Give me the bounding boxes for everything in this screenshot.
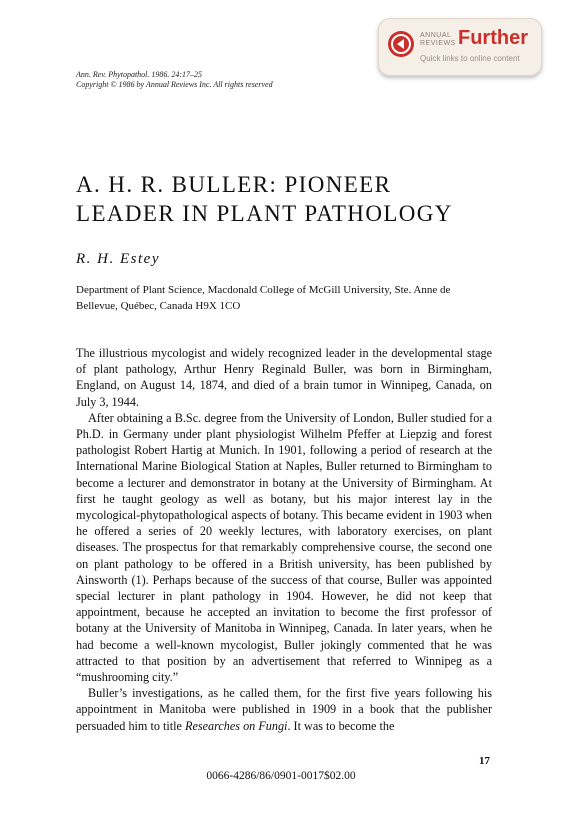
article-title-line-1: A. H. R. BULLER: PIONEER: [76, 172, 392, 197]
journal-copyright: Copyright © 1986 by Annual Reviews Inc. All rights reserved: [76, 80, 273, 89]
badge-brand-text: [420, 32, 456, 48]
badge-subtitle: Quick links to online content: [420, 54, 520, 63]
journal-header: [76, 70, 273, 90]
body-paragraph-1: The illustrious mycologist and widely recognized leader in the developmental stage of plant pathology, Arthur Henry Reginald Buller, was born in Birmingham, England, on August 14, 1874, and died of a brain tumor in Winnipeg, Canada, on July 3, 1944.: [76, 346, 492, 409]
article-body: [76, 345, 492, 734]
body-paragraph-3-start: Buller’s investigations, as he called them, for the first five years following his appointment in Manitoba were published in 1909 in a book that the publisher persuaded him to title: [76, 686, 492, 733]
book-title-researches-on-fungi: Researches on Fungi: [185, 718, 288, 733]
play-icon: [388, 31, 414, 57]
annual-reviews-further-badge[interactable]: [378, 18, 542, 76]
body-paragraph-3: [76, 685, 492, 734]
body-paragraph-3-end: . It was to become the: [287, 718, 395, 733]
article-title-line-2: LEADER IN PLANT PATHOLOGY: [76, 201, 453, 226]
badge-further-label: Further: [458, 27, 528, 49]
article-author: R. H. Estey: [76, 251, 160, 267]
badge-reviews-label: REVIEWS: [420, 40, 456, 47]
body-paragraph-2: After obtaining a B.Sc. degree from the University of London, Buller studied for a Ph.D. in Germany under plant physiologist Wilhelm Pfeffer at Liepzig and forest pathologist Robert Hartig at Munich. In 1901, following a period of research at the International Marine Biological Station at Naples, Buller returned to Birmingham to become a lecturer and demonstrator in botany at the University of Birmingham. At first he taught geology as well as botany, but his major interest lay in the mycological-phytopathological aspects of botany. This became evident in 1903 when he offered a series of 20 weekly lectures, with laboratory exercises, on plant diseases. The prospectus for that remarkably comprehensive course, the second one on plant pathology to be offered in a British university, has been published by Ainsworth (1). Perhaps because of the success of that course, Buller was appointed special lecturer in plant pathology in 1904. However, he did not keep that appointment, because he accepted an invitation to become the first professor of botany at the University of Manitoba in Winnipeg, Canada. In later years, when he had become a well-known mycologist, Buller jokingly commented that he was attracted to that position by an advertisement that referred to Winnipeg as a “mushrooming city.”: [76, 410, 492, 685]
article-title: [76, 170, 496, 228]
author-affiliation: Department of Plant Science, Macdonald College of McGill University, Ste. Anne de Bellevue, Québec, Canada H9X 1CO: [76, 284, 451, 312]
article-code: 0066-4286/86/0901-0017$02.00: [206, 770, 356, 782]
journal-citation: Ann. Rev. Phytopathol. 1986. 24:17–25: [76, 70, 203, 79]
page-number: 17: [479, 755, 490, 767]
badge-annual-label: ANNUAL: [420, 32, 452, 39]
